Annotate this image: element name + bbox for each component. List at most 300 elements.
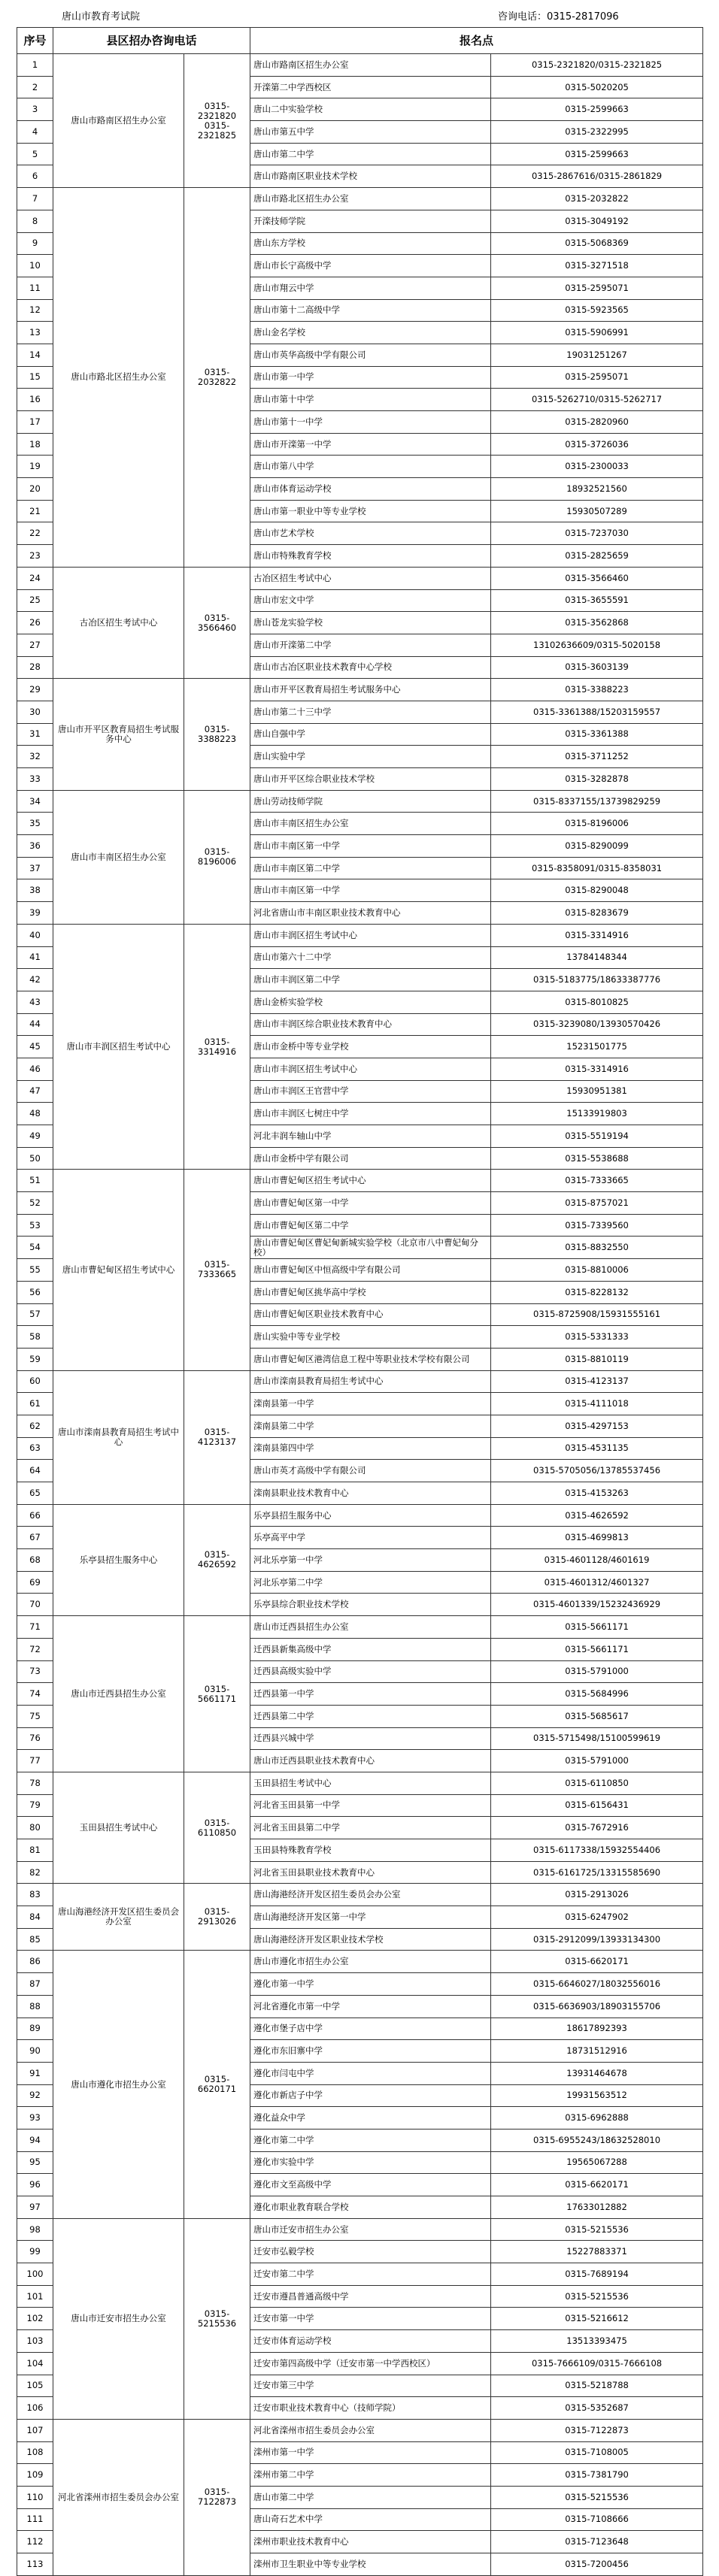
registration-site: 唐山海港经济开发区招生委员会办公室 (250, 1884, 491, 1906)
row-index: 83 (17, 1884, 53, 1906)
row-index: 77 (17, 1750, 53, 1772)
row-index: 6 (17, 165, 53, 188)
site-phone: 0315-4123137 (491, 1370, 703, 1393)
row-index: 37 (17, 857, 53, 879)
row-index: 102 (17, 2308, 53, 2330)
county-office: 唐山市路北区招生办公室 (53, 188, 184, 568)
site-phone: 0315-5331333 (491, 1326, 703, 1349)
row-index: 98 (17, 2218, 53, 2241)
row-index: 28 (17, 656, 53, 679)
row-index: 59 (17, 1348, 53, 1370)
site-phone: 18731512916 (491, 2040, 703, 2063)
site-phone: 0315-6955243/18632528010 (491, 2129, 703, 2151)
county-office: 玉田县招生考试中心 (53, 1772, 184, 1883)
site-phone: 0315-2599663 (491, 98, 703, 121)
registration-site: 迁西县第一中学 (250, 1683, 491, 1706)
registration-site: 唐山市开滦第二中学 (250, 634, 491, 656)
row-index: 30 (17, 701, 53, 723)
site-phone: 0315-5661171 (491, 1616, 703, 1639)
registration-site: 遵化市新店子中学 (250, 2084, 491, 2107)
registration-site: 唐山市第二十三中学 (250, 701, 491, 723)
site-phone: 0315-3314916 (491, 1058, 703, 1080)
row-index: 63 (17, 1437, 53, 1460)
registration-site: 唐山市第八中学 (250, 456, 491, 478)
site-phone: 0315-5906991 (491, 322, 703, 344)
table-header-row (17, 28, 703, 54)
site-phone: 19031251267 (491, 344, 703, 366)
county-office: 唐山市丰南区招生办公室 (53, 790, 184, 924)
registration-site: 滦南县职业技术教育中心 (250, 1482, 491, 1505)
registration-site: 唐山市路北区招生办公室 (250, 188, 491, 210)
registration-site: 河北省遵化市第一中学 (250, 1995, 491, 2018)
registration-site: 唐山市第六十二中学 (250, 946, 491, 969)
county-phone: 0315-4123137 (184, 1370, 250, 1504)
site-phone: 0315-5215536 (491, 2285, 703, 2308)
county-office: 唐山市丰润区招生考试中心 (53, 924, 184, 1170)
site-phone: 0315-2820960 (491, 411, 703, 434)
site-phone: 0315-4601128/4601619 (491, 1549, 703, 1572)
row-index: 55 (17, 1259, 53, 1282)
row-index: 76 (17, 1727, 53, 1750)
registration-site: 唐山市第十二高级中学 (250, 299, 491, 322)
row-index: 84 (17, 1906, 53, 1929)
site-phone: 0315-3655591 (491, 589, 703, 612)
registration-site: 乐亭县综合职业技术学校 (250, 1594, 491, 1616)
site-phone: 0315-8283679 (491, 902, 703, 925)
registration-site: 迁安市第三中学 (250, 2375, 491, 2397)
site-phone: 0315-5791000 (491, 1750, 703, 1772)
table-row (17, 679, 703, 701)
site-phone: 0315-2595071 (491, 366, 703, 389)
registration-site: 玉田县特殊教育学校 (250, 1839, 491, 1862)
registration-site: 唐山海港经济开发区第一中学 (250, 1906, 491, 1929)
site-phone: 0315-7108666 (491, 2508, 703, 2531)
county-office: 唐山市滦南县教育局招生考试中心 (53, 1370, 184, 1504)
row-index: 18 (17, 433, 53, 456)
registration-site: 唐山市曹妃甸区第二中学 (250, 1214, 491, 1237)
row-index: 13 (17, 322, 53, 344)
site-phone: 0315-7122873 (491, 2419, 703, 2441)
site-phone: 0315-8228132 (491, 1281, 703, 1303)
row-index: 3 (17, 98, 53, 121)
table-row (17, 1951, 703, 1973)
registration-site: 滦州市卫生职业中等专业学校 (250, 2553, 491, 2576)
county-phone: 0315-7122873 (184, 2419, 250, 2575)
site-phone: 0315-6117338/15932554406 (491, 1839, 703, 1862)
registration-site: 唐山市开滦第一中学 (250, 433, 491, 456)
row-index: 75 (17, 1705, 53, 1727)
registration-site: 迁西县高级实验中学 (250, 1660, 491, 1683)
registration-site: 滦南县第二中学 (250, 1415, 491, 1437)
row-index: 38 (17, 879, 53, 902)
registration-site: 滦州市第二中学 (250, 2464, 491, 2487)
row-index: 112 (17, 2531, 53, 2553)
site-phone: 0315-8832550 (491, 1237, 703, 1259)
row-index: 110 (17, 2486, 53, 2508)
county-office: 乐亭县招生服务中心 (53, 1504, 184, 1615)
county-phone: 0315-7333665 (184, 1170, 250, 1370)
site-phone: 0315-4297153 (491, 1415, 703, 1437)
row-index: 65 (17, 1482, 53, 1505)
row-index: 68 (17, 1549, 53, 1572)
registration-site: 遵化市闫屯中学 (250, 2062, 491, 2084)
site-phone: 0315-6646027/18032556016 (491, 1973, 703, 1996)
table-row (17, 2218, 703, 2241)
site-phone: 0315-7108005 (491, 2441, 703, 2464)
row-index: 12 (17, 299, 53, 322)
registration-site: 河北省滦州市招生委员会办公室 (250, 2419, 491, 2441)
site-phone: 0315-3239080/13930570426 (491, 1013, 703, 1036)
registration-site: 唐山市曹妃甸区招生考试中心 (250, 1170, 491, 1192)
site-phone: 0315-3562868 (491, 612, 703, 634)
site-phone: 0315-3566460 (491, 567, 703, 589)
row-index: 88 (17, 1995, 53, 2018)
site-phone: 0315-8290099 (491, 835, 703, 858)
registration-site: 唐山市金桥中学有限公司 (250, 1147, 491, 1170)
site-phone: 0315-3603139 (491, 656, 703, 679)
registration-site: 唐山市第五中学 (250, 121, 491, 144)
row-index: 5 (17, 143, 53, 165)
table-row (17, 567, 703, 589)
row-index: 79 (17, 1794, 53, 1817)
row-index: 39 (17, 902, 53, 925)
row-index: 36 (17, 835, 53, 858)
registration-site: 唐山市曹妃甸区第一中学 (250, 1192, 491, 1215)
registration-site: 唐山东方学校 (250, 232, 491, 255)
row-index: 26 (17, 612, 53, 634)
registration-site: 唐山市丰润区七树庄中学 (250, 1103, 491, 1125)
site-phone: 15930951381 (491, 1080, 703, 1103)
site-phone: 0315-5215536 (491, 2218, 703, 2241)
site-phone: 0315-8757021 (491, 1192, 703, 1215)
county-phone: 0315-4626592 (184, 1504, 250, 1615)
row-index: 94 (17, 2129, 53, 2151)
registration-site: 开滦第二中学西校区 (250, 76, 491, 98)
registration-site: 迁安市遵昌普通高级中学 (250, 2285, 491, 2308)
site-phone: 0315-6161725/13315585690 (491, 1861, 703, 1884)
table-row (17, 1370, 703, 1393)
row-index: 16 (17, 389, 53, 411)
registration-site: 河北省唐山市丰南区职业技术教育中心 (250, 902, 491, 925)
site-phone: 15133919803 (491, 1103, 703, 1125)
site-phone: 0315-8810006 (491, 1259, 703, 1282)
row-index: 31 (17, 723, 53, 746)
row-index: 86 (17, 1951, 53, 1973)
site-phone: 0315-6156431 (491, 1794, 703, 1817)
site-phone: 0315-3361388/15203159557 (491, 701, 703, 723)
site-phone: 0315-6636903/18903155706 (491, 1995, 703, 2018)
table-row (17, 1504, 703, 1527)
registration-site: 唐山市曹妃甸区港湾信息工程中等职业技术学校有限公司 (250, 1348, 491, 1370)
row-index: 50 (17, 1147, 53, 1170)
row-index: 113 (17, 2553, 53, 2576)
row-index: 62 (17, 1415, 53, 1437)
site-phone: 0315-4699813 (491, 1527, 703, 1549)
site-phone: 0315-8337155/13739829259 (491, 790, 703, 813)
row-index: 15 (17, 366, 53, 389)
row-index: 1 (17, 54, 53, 77)
row-index: 106 (17, 2397, 53, 2420)
row-index: 97 (17, 2196, 53, 2219)
registration-site: 滦南县第四中学 (250, 1437, 491, 1460)
county-office: 唐山市曹妃甸区招生考试中心 (53, 1170, 184, 1370)
table-row (17, 1616, 703, 1639)
table-row (17, 2419, 703, 2441)
site-phone: 0315-8290048 (491, 879, 703, 902)
county-phone: 0315-3388223 (184, 679, 250, 790)
site-phone: 0315-5684996 (491, 1683, 703, 1706)
registration-site: 河北省玉田县职业技术教育中心 (250, 1861, 491, 1884)
registration-site: 乐亭高平中学 (250, 1527, 491, 1549)
row-index: 42 (17, 969, 53, 991)
site-phone: 13102636609/0315-5020158 (491, 634, 703, 656)
site-phone: 0315-4626592 (491, 1504, 703, 1527)
row-index: 105 (17, 2375, 53, 2397)
row-index: 96 (17, 2174, 53, 2196)
registration-site: 河北乐亭第一中学 (250, 1549, 491, 1572)
registration-site: 迁西县兴城中学 (250, 1727, 491, 1750)
row-index: 14 (17, 344, 53, 366)
col-header-index: 序号 (17, 28, 53, 54)
site-phone: 0315-4601339/15232436929 (491, 1594, 703, 1616)
row-index: 100 (17, 2263, 53, 2286)
registration-site: 迁安市职业技术教育中心（技师学院） (250, 2397, 491, 2420)
registration-site: 唐山市英才高级中学有限公司 (250, 1460, 491, 1482)
registration-site: 唐山实验中学 (250, 746, 491, 768)
registration-site: 唐山市曹妃甸区曹妃甸新城实验学校（北京市八中曹妃甸分校） (250, 1237, 491, 1259)
site-phone: 0315-2912099/13933134300 (491, 1928, 703, 1951)
site-phone: 0315-7666109/0315-7666108 (491, 2352, 703, 2375)
registration-site: 唐山市丰润区综合职业技术教育中心 (250, 1013, 491, 1036)
site-phone: 0315-5215536 (491, 2486, 703, 2508)
row-index: 56 (17, 1281, 53, 1303)
row-index: 19 (17, 456, 53, 478)
row-index: 72 (17, 1638, 53, 1660)
county-phone: 0315-2032822 (184, 188, 250, 568)
row-index: 46 (17, 1058, 53, 1080)
county-office: 唐山市迁西县招生办公室 (53, 1616, 184, 1772)
registration-site: 唐山市第二中学 (250, 2486, 491, 2508)
registration-site: 唐山市路南区招生办公室 (250, 54, 491, 77)
row-index: 41 (17, 946, 53, 969)
registration-site: 唐山市丰南区招生办公室 (250, 813, 491, 835)
registration-site: 河北丰润车轴山中学 (250, 1125, 491, 1148)
row-index: 32 (17, 746, 53, 768)
site-phone: 0315-3388223 (491, 679, 703, 701)
row-index: 4 (17, 121, 53, 144)
county-phone: 0315-8196006 (184, 790, 250, 924)
col-header-site: 报名点 (250, 28, 703, 54)
row-index: 34 (17, 790, 53, 813)
registration-site: 唐山市丰南区第一中学 (250, 879, 491, 902)
row-index: 7 (17, 188, 53, 210)
site-phone: 0315-7381790 (491, 2464, 703, 2487)
registration-site: 唐山市翔云中学 (250, 277, 491, 299)
registration-site: 迁西县新集高级中学 (250, 1638, 491, 1660)
registration-site: 滦州市第一中学 (250, 2441, 491, 2464)
site-phone: 13513393475 (491, 2330, 703, 2353)
registration-site: 河北乐亭第二中学 (250, 1571, 491, 1594)
row-index: 40 (17, 924, 53, 946)
site-phone: 0315-7237030 (491, 522, 703, 545)
table-row (17, 54, 703, 77)
site-phone: 0315-4111018 (491, 1393, 703, 1415)
registration-site: 唐山市第二中学 (250, 143, 491, 165)
registration-site: 遵化市东旧寨中学 (250, 2040, 491, 2063)
row-index: 87 (17, 1973, 53, 1996)
county-office: 唐山市开平区教育局招生考试服务中心 (53, 679, 184, 790)
row-index: 108 (17, 2441, 53, 2464)
registration-site: 迁安市第二中学 (250, 2263, 491, 2286)
site-phone: 0315-5705056/13785537456 (491, 1460, 703, 1482)
row-index: 111 (17, 2508, 53, 2531)
registration-site: 迁安市体育运动学校 (250, 2330, 491, 2353)
site-phone: 0315-4531135 (491, 1437, 703, 1460)
site-phone: 19931563512 (491, 2084, 703, 2107)
registration-site: 滦州市职业技术教育中心 (250, 2531, 491, 2553)
row-index: 93 (17, 2107, 53, 2130)
registration-site: 唐山市第一职业中等专业学校 (250, 500, 491, 522)
row-index: 57 (17, 1303, 53, 1326)
row-index: 90 (17, 2040, 53, 2063)
row-index: 29 (17, 679, 53, 701)
table-row (17, 924, 703, 946)
row-index: 54 (17, 1237, 53, 1259)
site-phone: 0315-2300033 (491, 456, 703, 478)
registration-site: 迁安市第四高级中学（迁安市第一中学西校区） (250, 2352, 491, 2375)
site-phone: 17633012882 (491, 2196, 703, 2219)
row-index: 17 (17, 411, 53, 434)
site-phone: 0315-3314916 (491, 924, 703, 946)
registration-site: 迁安市弘毅学校 (250, 2241, 491, 2263)
row-index: 9 (17, 232, 53, 255)
registration-site: 唐山市丰润区王官营中学 (250, 1080, 491, 1103)
site-phone: 0315-7123648 (491, 2531, 703, 2553)
site-phone: 0315-2322995 (491, 121, 703, 144)
row-index: 92 (17, 2084, 53, 2107)
site-phone: 0315-2825659 (491, 545, 703, 568)
site-phone: 0315-5715498/15100599619 (491, 1727, 703, 1750)
site-phone: 18617892393 (491, 2018, 703, 2040)
row-index: 33 (17, 768, 53, 791)
site-phone: 0315-5216612 (491, 2308, 703, 2330)
row-index: 22 (17, 522, 53, 545)
row-index: 11 (17, 277, 53, 299)
row-index: 80 (17, 1817, 53, 1839)
county-phone: 0315-6620171 (184, 1951, 250, 2218)
site-phone: 0315-8358091/0315-8358031 (491, 857, 703, 879)
site-phone: 0315-5020205 (491, 76, 703, 98)
registration-site: 唐山市体育运动学校 (250, 478, 491, 501)
site-phone: 0315-6620171 (491, 1951, 703, 1973)
site-phone: 0315-5068369 (491, 232, 703, 255)
row-index: 35 (17, 813, 53, 835)
site-phone: 0315-8010825 (491, 991, 703, 1013)
site-phone: 0315-7333665 (491, 1170, 703, 1192)
registration-site: 唐山奇石艺术中学 (250, 2508, 491, 2531)
registration-site: 唐山市第十中学 (250, 389, 491, 411)
registration-site: 唐山市丰南区第二中学 (250, 857, 491, 879)
site-phone: 0315-2599663 (491, 143, 703, 165)
row-index: 64 (17, 1460, 53, 1482)
registration-site: 唐山市迁安市招生办公室 (250, 2218, 491, 2241)
registration-site: 开滦技师学院 (250, 210, 491, 232)
site-phone: 0315-7200456 (491, 2553, 703, 2576)
registration-site: 遵化市职业教育联合学校 (250, 2196, 491, 2219)
site-phone: 0315-2867616/0315-2861829 (491, 165, 703, 188)
row-index: 23 (17, 545, 53, 568)
registration-site: 唐山市古冶区职业技术教育中心学校 (250, 656, 491, 679)
table-row (17, 1170, 703, 1192)
row-index: 51 (17, 1170, 53, 1192)
row-index: 24 (17, 567, 53, 589)
site-phone: 0315-8196006 (491, 813, 703, 835)
site-phone: 0315-3711252 (491, 746, 703, 768)
row-index: 104 (17, 2352, 53, 2375)
row-index: 78 (17, 1772, 53, 1794)
row-index: 61 (17, 1393, 53, 1415)
registration-site: 唐山市迁西县招生办公室 (250, 1616, 491, 1639)
row-index: 48 (17, 1103, 53, 1125)
row-index: 49 (17, 1125, 53, 1148)
row-index: 58 (17, 1326, 53, 1349)
registration-site: 唐山苍龙实验学校 (250, 612, 491, 634)
registration-site: 遵化益众中学 (250, 2107, 491, 2130)
registration-site: 唐山市遵化市招生办公室 (250, 1951, 491, 1973)
site-phone: 0315-5352687 (491, 2397, 703, 2420)
site-phone: 0315-7689194 (491, 2263, 703, 2286)
site-phone: 13931464678 (491, 2062, 703, 2084)
county-phone: 0315-6110850 (184, 1772, 250, 1883)
registration-site: 唐山市丰南区第一中学 (250, 835, 491, 858)
registration-site: 唐山市艺术学校 (250, 522, 491, 545)
row-index: 71 (17, 1616, 53, 1639)
registration-site: 遵化市堡子店中学 (250, 2018, 491, 2040)
site-phone: 0315-6110850 (491, 1772, 703, 1794)
county-office: 唐山市遵化市招生办公室 (53, 1951, 184, 2218)
row-index: 2 (17, 76, 53, 98)
row-index: 60 (17, 1370, 53, 1393)
county-phone: 0315-3314916 (184, 924, 250, 1170)
registration-site: 乐亭县招生服务中心 (250, 1504, 491, 1527)
row-index: 47 (17, 1080, 53, 1103)
registration-table (17, 27, 703, 2576)
registration-site: 唐山市丰润区第二中学 (250, 969, 491, 991)
table-row (17, 1772, 703, 1794)
row-index: 52 (17, 1192, 53, 1215)
registration-site: 玉田县招生考试中心 (250, 1772, 491, 1794)
county-office: 唐山海港经济开发区招生委员会办公室 (53, 1884, 184, 1951)
row-index: 25 (17, 589, 53, 612)
row-index: 67 (17, 1527, 53, 1549)
row-index: 45 (17, 1036, 53, 1058)
site-phone: 0315-4153263 (491, 1482, 703, 1505)
site-phone: 0315-5538688 (491, 1147, 703, 1170)
site-phone: 0315-5262710/0315-5262717 (491, 389, 703, 411)
row-index: 82 (17, 1861, 53, 1884)
registration-site: 唐山二中实验学校 (250, 98, 491, 121)
registration-site: 唐山市英华高级中学有限公司 (250, 344, 491, 366)
site-phone: 0315-3726036 (491, 433, 703, 456)
county-office: 古冶区招生考试中心 (53, 567, 184, 678)
issuing-organization: 唐山市教育考试院 (62, 11, 141, 23)
row-index: 109 (17, 2464, 53, 2487)
table-body (17, 54, 703, 2576)
registration-site: 唐山市丰润区招生考试中心 (250, 924, 491, 946)
registration-site: 唐山市特殊教育学校 (250, 545, 491, 568)
county-phone: 0315-2321820 0315-2321825 (184, 54, 250, 188)
site-phone: 0315-5218788 (491, 2375, 703, 2397)
